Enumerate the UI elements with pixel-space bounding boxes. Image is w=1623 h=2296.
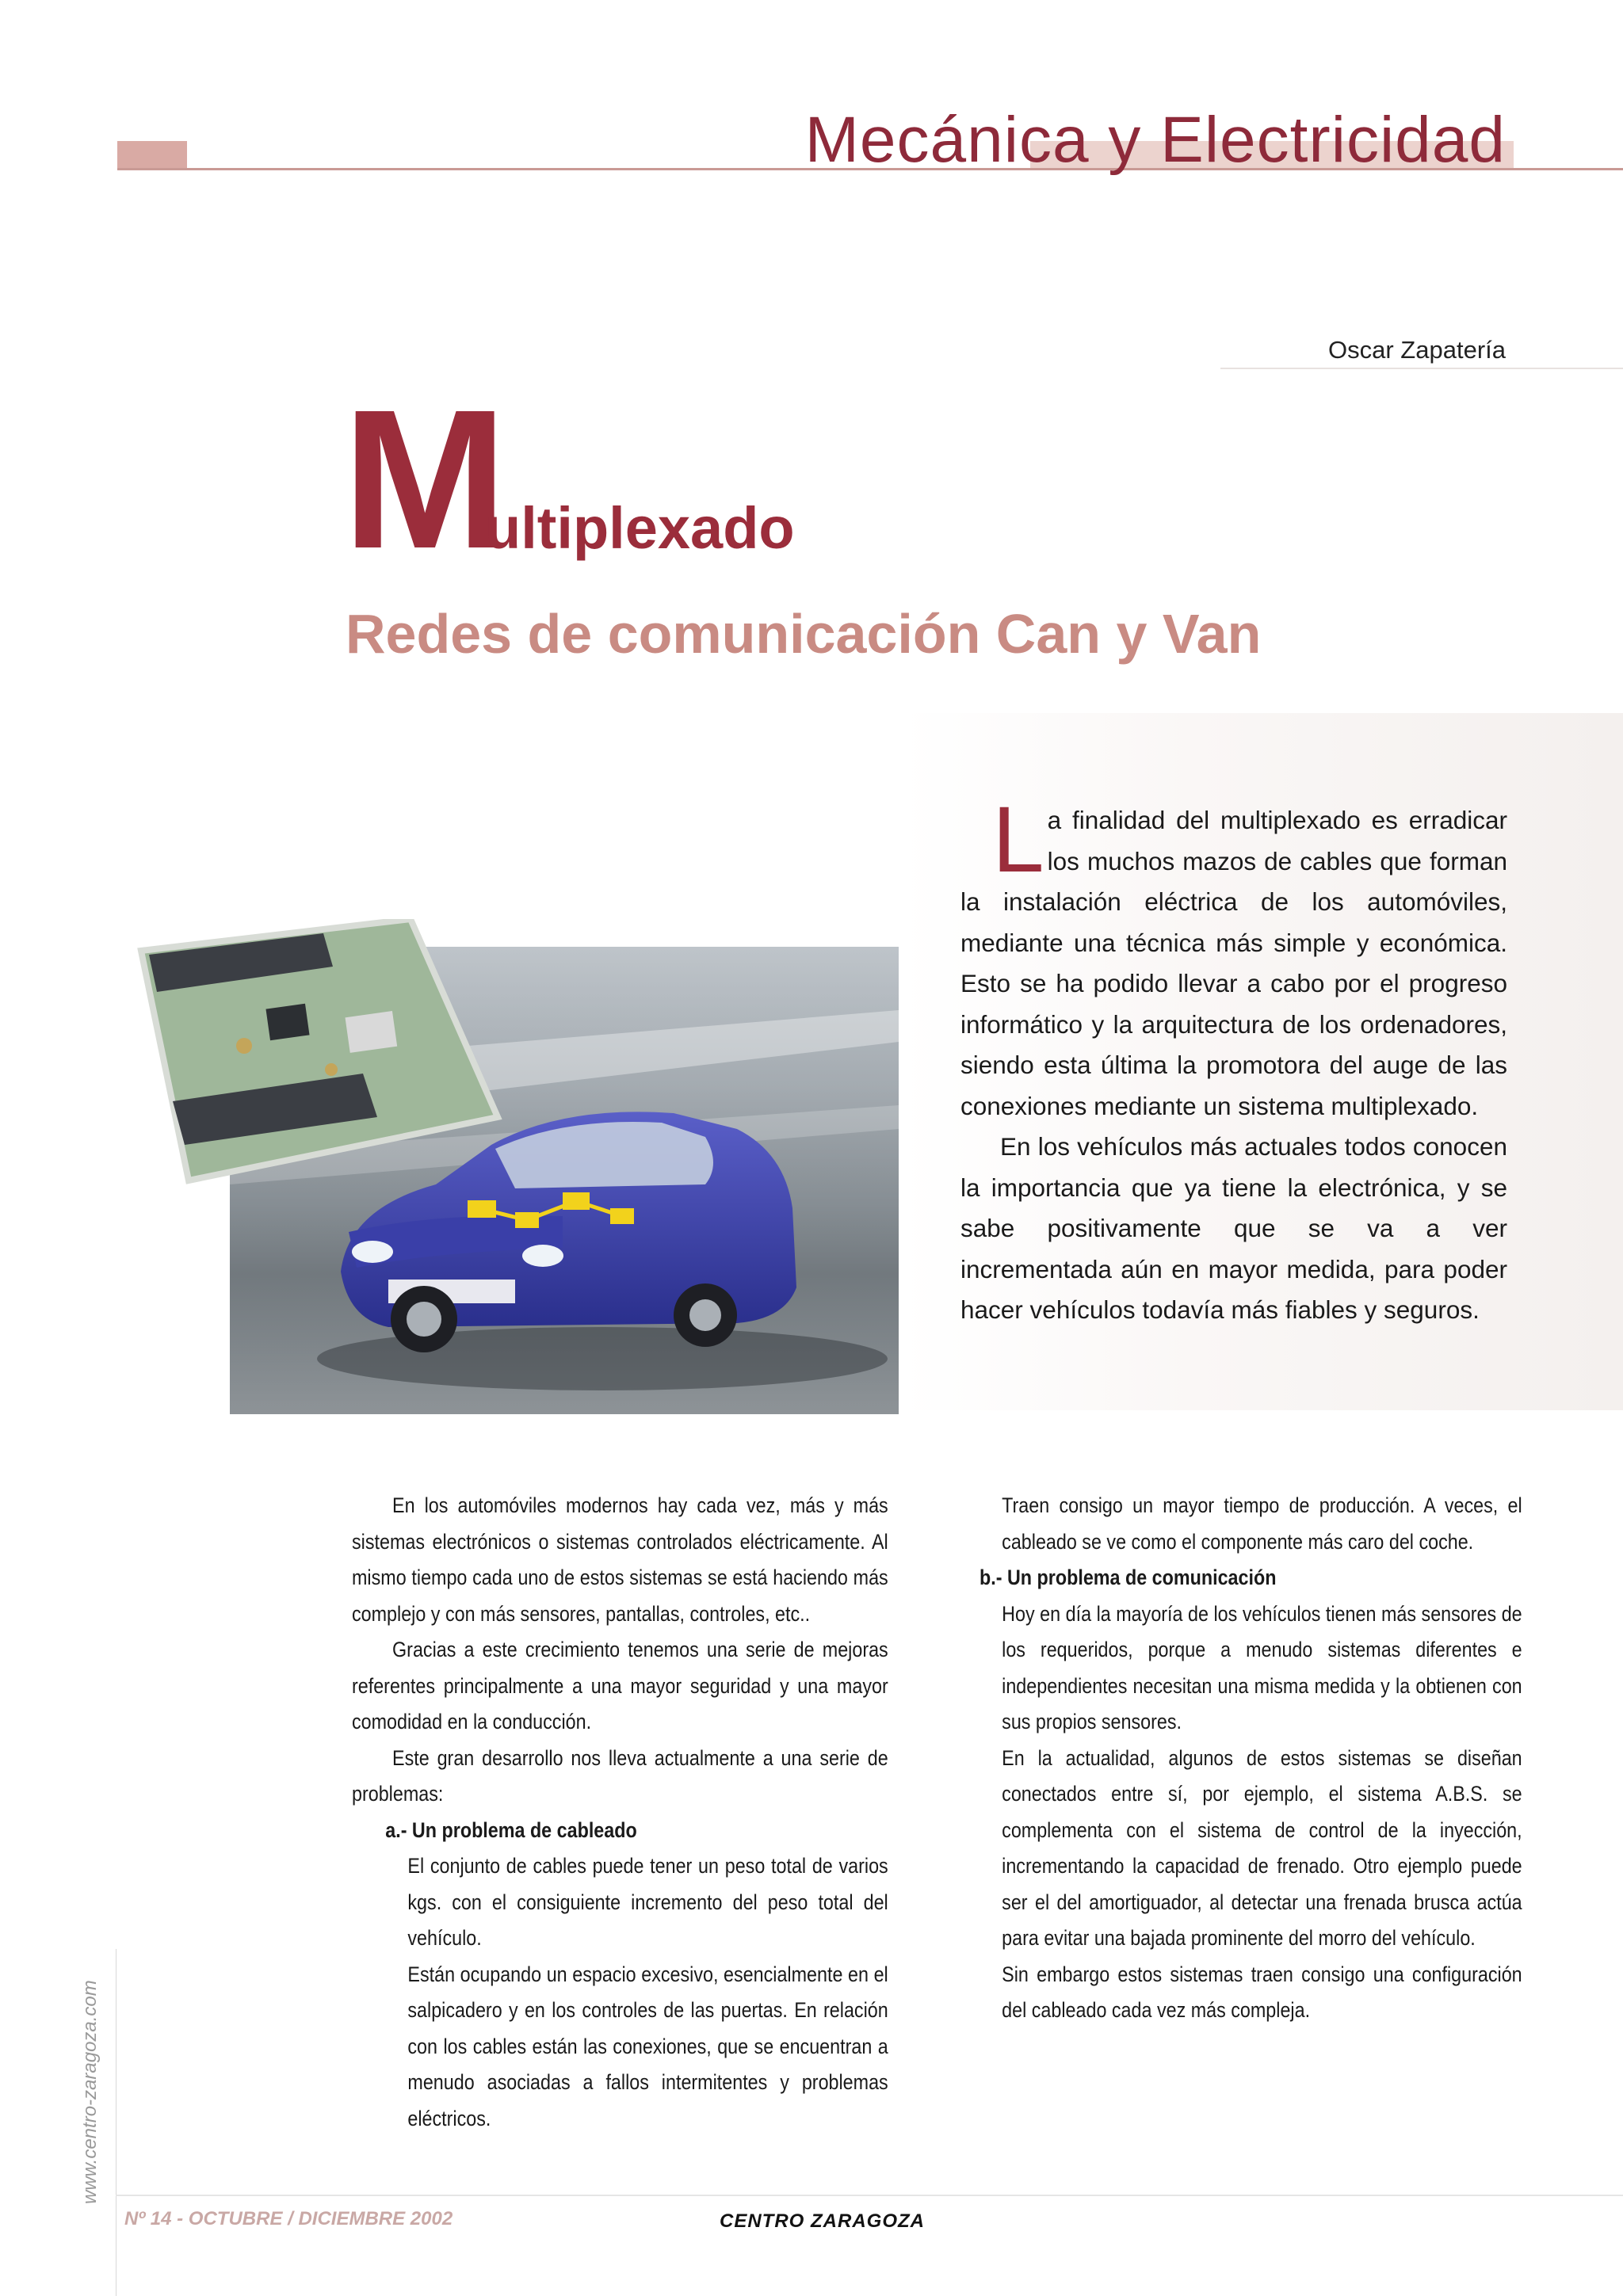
title-initial: M bbox=[342, 368, 503, 589]
article-subtitle: Redes de comunicación Can y Van bbox=[346, 603, 1262, 665]
title-rest: ultiplexado bbox=[485, 495, 795, 561]
body-paragraph: En la actualidad, algunos de estos sistemas se diseñan conectados entre sí, por ejemplo, el sistema A.B.S. se complementa con el sistema de control de la inyección, incrementando la capacidad de frenado. Otro ejemplo puede ser el del amortiguador, al detectar una frenada brusca actúa para evitar una bajada prominente del morro del vehículo. bbox=[1002, 1745, 1522, 1950]
heading-b: b.- Un problema de comunicación bbox=[980, 1566, 1277, 1589]
footer-rule bbox=[116, 2195, 1623, 2196]
body-paragraph: Sin embargo estos sistemas traen consigo una configuración del cableado cada vez más compleja. bbox=[1002, 1962, 1522, 2022]
ecu-illustration bbox=[125, 919, 506, 1220]
body-paragraph: Este gran desarrollo nos lleva actualmente a una serie de problemas: bbox=[352, 1745, 888, 1806]
author-name: Oscar Zapatería bbox=[1328, 336, 1506, 364]
intro-paragraph-2: En los vehículos más actuales todos conocen la importancia que ya tiene la electrónica, y se sabe positivamente que se va a ver incrementada aún en mayor medida, para poder hacer vehículos todavía más fiables y seguros. bbox=[960, 1132, 1507, 1324]
body-paragraph: Gracias a este crecimiento tenemos una serie de mejoras referentes principalmente a una mayor seguridad y una mayor comodidad en la conducción. bbox=[352, 1638, 888, 1733]
body-paragraph: Están ocupando un espacio excesivo, esencialmente en el salpicadero y en los controles de las puertas. En relación con los cables están las conexiones, que se encuentran a menudo asociadas a fallos intermitentes y problemas eléctricos. bbox=[407, 1962, 888, 2130]
brand-name: CENTRO ZARAGOZA bbox=[720, 2210, 925, 2232]
intro-text bbox=[960, 788, 1507, 1331]
intro-dropcap: L bbox=[992, 788, 1044, 892]
header-accent-bar-left bbox=[117, 141, 187, 168]
body-paragraph: El conjunto de cables puede tener un peso total de varios kgs. con el consiguiente incremento del peso total del vehículo. bbox=[407, 1854, 888, 1950]
issue-number: Nº 14 - OCTUBRE / DICIEMBRE 2002 bbox=[124, 2208, 453, 2229]
body-paragraph: Hoy en día la mayoría de los vehículos tienen más sensores de los requeridos, porque a menudo sistemas diferentes e independientes necesitan una misma medida y la obtienen con sus propios sensores. bbox=[1002, 1601, 1522, 1733]
heading-a: a.- Un problema de cableado bbox=[385, 1817, 637, 1842]
intro-paragraph-1 bbox=[960, 788, 1507, 1127]
author-rule bbox=[1220, 368, 1623, 369]
body-column-2 bbox=[980, 1488, 1522, 2029]
body-paragraph: Traen consigo un mayor tiempo de producción. A veces, el cableado se ve como el componente más caro del coche. bbox=[1002, 1493, 1522, 1554]
ecu-board bbox=[125, 919, 506, 1220]
body-paragraph: En los automóviles modernos hay cada vez, más y más sistemas electrónicos o sistemas controlados eléctricamente. Al mismo tiempo cada uno de estos sistemas se está haciendo más complejo y con más sensores, pantallas, controles, etc.. bbox=[352, 1493, 888, 1626]
body-column-1 bbox=[352, 1488, 888, 2137]
intro-p1-text: a finalidad del multiplexado es erradicar los muchos mazos de cables que forman la instalación eléctrica de los automóviles, mediante una técnica más simple y económica. Esto se ha podido llevar a cabo por el progreso informático y la arquitectura de los ordenadores, siendo esta última la promotora del auge de las conexiones mediante un sistema multiplexado. bbox=[960, 806, 1507, 1120]
section-title: Mecánica y Electricidad bbox=[804, 104, 1506, 176]
side-url: www.centro-zaragoza.com bbox=[79, 1980, 101, 2204]
